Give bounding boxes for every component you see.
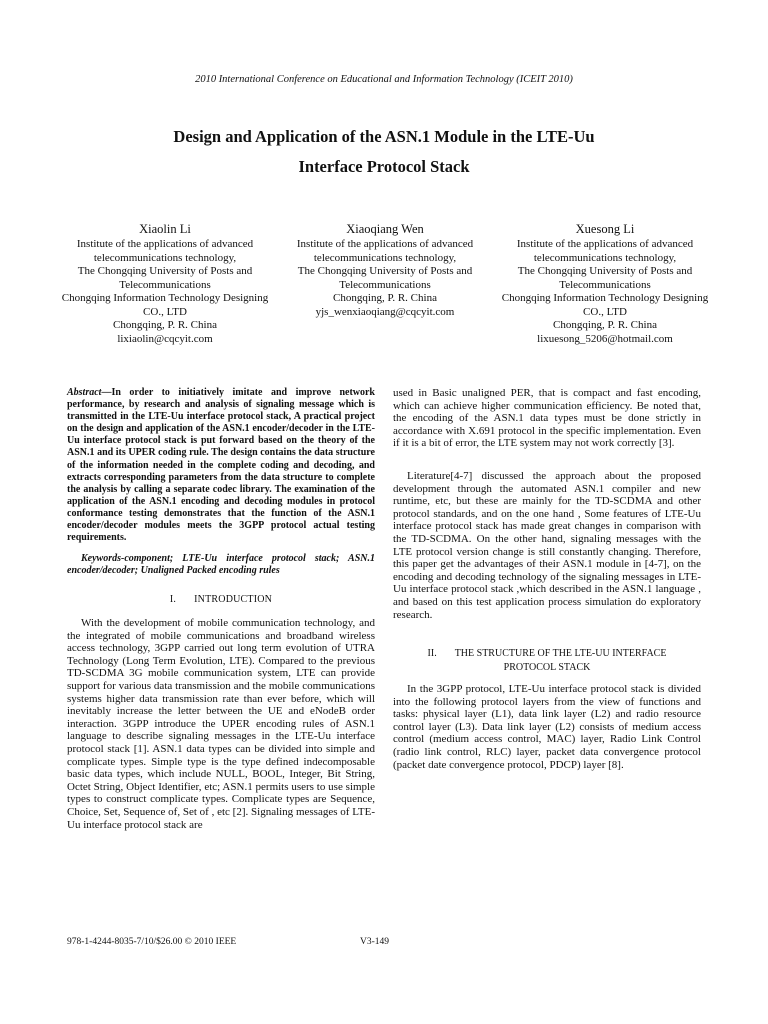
intro-paragraph-1-continued: used in Basic unaligned PER, that is compact and fast encoding, which can achieve higher communication efficiency. Be noted that, the encoding of the ASN.1 data types must be done strictly in accordance with X.691 protocol in the specific implementation. Even if it is a bit of error, the LTE system may not work correctly [3]. [393,387,701,450]
author-email: lixiaolin@cqcyit.com [117,332,213,345]
author-affiliation: Chongqing Information Technology Designing CO., LTD [501,292,709,318]
author-affiliation: Institute of the applications of advanced telecommunications technology, [516,238,694,264]
footer-page-number: V3-149 [360,937,390,947]
author-name: Xiaolin Li [139,222,191,236]
intro-paragraph-1: With the development of mobile communication technology, and the integrated of mobile communications and broadband wireless access technology, 3GPP carried out long term evolution of UTRA Technology (Long Term Evolution, LTE). Compared to the previous TD-SCDMA 3G mobile communication system, LTE can provide support for various data transmission and the mobile communications systems higher data transmission rate than ever before, which will inevitably increase the letter between the UE and eNodeB order interaction. 3GPP introduce the UPER encoding rules of ASN.1 language to describe signaling messages in the LTE-Uu interface protocol stack [1]. ASN.1 data types can be divided into simple and complicate types. Simple type is the type defined indecomposable basic data types, which include NULL, BOOL, Integer, Bit String, Octet String, Object Identifier, etc; ASN.1 permits users to use simple types to construct complicate types. Complicate types are Sequence, Choice, Set, Sequence of, Set of , etc [2]. Signaling messages of LTE-Uu interface protocol stack are [67,617,375,831]
right-column [393,387,701,771]
author-email: lixuesong_5206@hotmail.com [537,332,673,345]
section-heading-introduction [67,594,375,607]
abstract-lead: Abstract [67,387,102,398]
author-location: Chongqing, P. R. China [113,319,217,331]
structure-paragraph-1: In the 3GPP protocol, LTE-Uu interface protocol stack is divided into the following protocol layers from the view of functions and tasks: physical layer (L1), data link layer (L2) and radio resource control layer (L3). Data link layer (L2) consists of medium access control (medium access control, MAC) layer, Radio Link Control (radio link control, RLC) layer, packet data convergence protocol (packet date convergence protocol, PDCP) layer [8]. [393,683,701,771]
author-affiliation: The Chongqing University of Posts and Telecommunications [77,265,253,291]
author-2 [280,221,490,346]
keywords: Keywords-component; LTE-Uu interface protocol stack; ASN.1 encoder/decoder; Unaligned Packed encoding rules [67,553,375,577]
abstract [67,387,375,544]
author-3 [500,221,710,346]
section-title: INTRODUCTION [194,594,273,606]
left-column [67,387,375,831]
author-name: Xiaoqiang Wen [346,222,424,236]
author-block [60,221,710,346]
section-number: I. [169,594,177,606]
abstract-text: —In order to initiatively imitate and improve network performance, by research and analysis of signaling message which is transmitted in the LTE-Uu interface protocol stack, A practical project on the design and application of the ASN.1 encoder/decoder in the LTE-Uu interface protocol stack is put forward based on the theory of the ASN.1 and its UPER coding rule. The design contains the data structure of the information needed in the complete coding and decoding, and extracts corresponding parameters from the data structure to complete the analysis by calling a separate codec library. The examination of the application of the ASN.1 encoding and decoding modules in protocol conformance testing demonstrates that the function of the ASN.1 encoder/decoder modules meets the 3GPP protocol actual testing requirements. [67,387,375,544]
author-location: Chongqing, P. R. China [553,319,657,331]
intro-paragraph-2: Literature[4-7] discussed the approach about the proposed development through the automated ASN.1 compiler and new runtime, etc, but these are mainly for the TD-SCDMA and other protocol standards, and on the one hand , Some features of LTE-Uu interface protocol stack has made great changes in comparison with the TD-SCDMA. On the other hand, signaling messages with the LTE protocol version change is still constantly changing. Therefore, this paper get the advantages of their ASN.1 module in [4-7], on the encoding and decoding technology of the signaling messages in LTE-Uu interface protocol stack ,which described in the ASN.1 language , and based on this test application process simulation do exploratory research. [393,469,701,621]
author-name: Xuesong Li [575,222,635,236]
author-affiliation: The Chongqing University of Posts and Telecommunications [297,265,473,291]
author-affiliation: The Chongqing University of Posts and Telecommunications [517,265,693,291]
author-1 [60,221,270,346]
section-number: II. [427,648,437,660]
author-affiliation: Chongqing Information Technology Designing CO., LTD [61,292,269,318]
section-heading-structure [393,647,701,675]
title-line-2: Interface Protocol Stack [298,157,470,176]
author-affiliation: Institute of the applications of advanced telecommunications technology, [296,238,474,264]
author-affiliation: Institute of the applications of advanced telecommunications technology, [76,238,254,264]
section-title: THE STRUCTURE OF THE LTE-UU INTERFACE [454,648,667,660]
conference-header: 2010 International Conference on Educational and Information Technology (ICEIT 2010) [195,74,573,85]
author-location: Chongqing, P. R. China [333,292,437,304]
section-title-line-2: PROTOCOL STACK [503,662,591,674]
footer-isbn: 978-1-4244-8035-7/10/$26.00 © 2010 IEEE [67,937,237,947]
paper-title [0,122,768,182]
title-line-1: Design and Application of the ASN.1 Module in the LTE-Uu [173,127,595,146]
author-email: yjs_wenxiaoqiang@cqcyit.com [315,305,455,318]
